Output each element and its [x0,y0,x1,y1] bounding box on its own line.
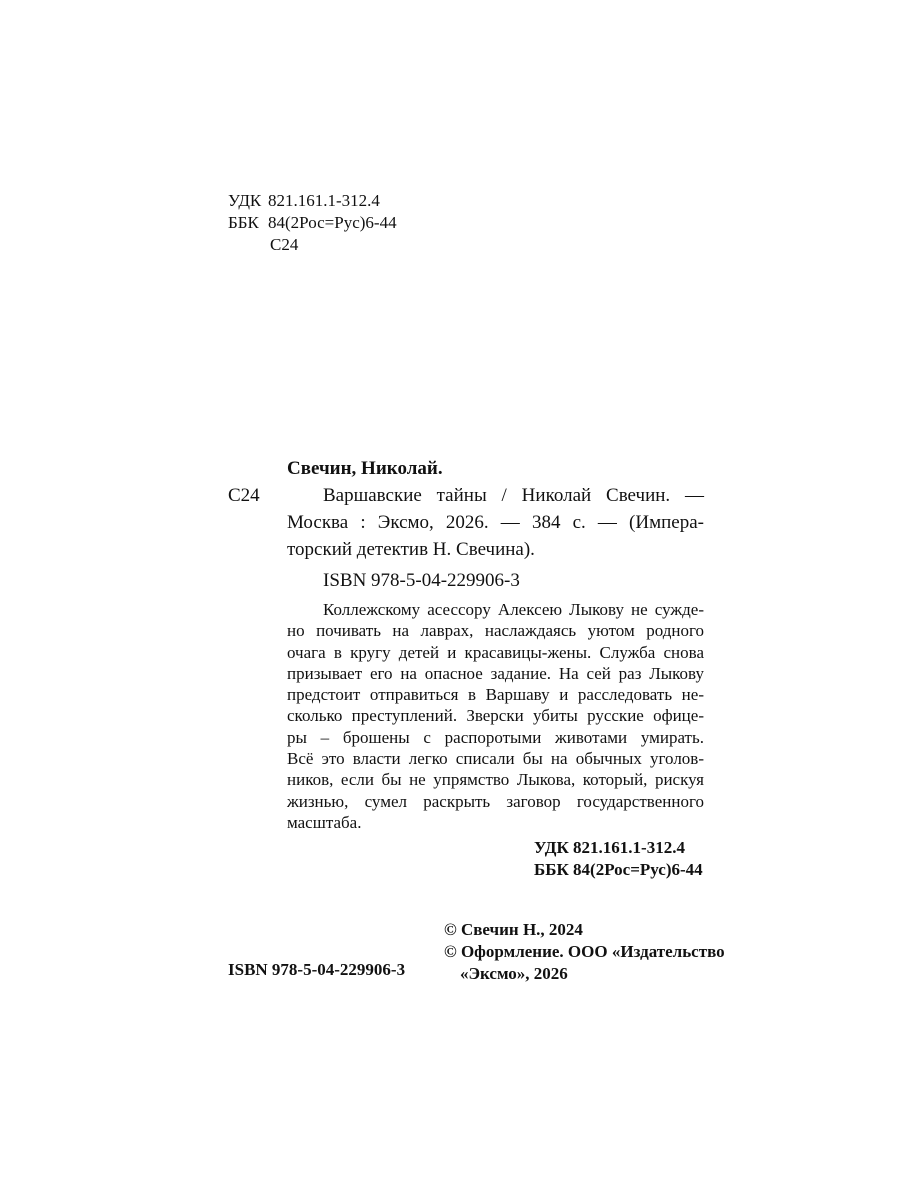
annotation-line: жизнью, сумел раскрыть заговор государственного [287,791,704,811]
annotation-line: Всё это власти легко списали бы на обычных уголов- [287,749,704,769]
bbk-label: ББК [228,213,259,232]
annotation-line: ры – брошены с распоротыми животами умирать. [287,727,704,747]
copyright-author: © Свечин Н., 2024 [444,920,583,939]
annotation [287,599,704,833]
bib-line: Москва : Эксмо, 2026. — 384 с. — (Импера- [287,512,704,533]
udk-code: 821.161.1-312.4 [268,191,380,210]
annotation-line: но почивать на лаврах, наслаждаясь уютом родного [287,621,704,641]
isbn-entry: ISBN 978-5-04-229906-3 [323,570,520,591]
annotation-line: сколько преступлений. Зверски убиты русские офице- [287,706,704,726]
udk-code-bold: УДК 821.161.1-312.4 [534,838,685,857]
author-heading: Свечин, Николай. [287,458,443,479]
bibliographic-description [287,482,704,563]
classification-codes [534,837,703,881]
bbk-code-bold: ББК 84(2Рос=Рус)6-44 [534,860,703,879]
top-classification [228,190,397,234]
udk-row [228,190,397,212]
bib-line: торский детектив Н. Свечина). [287,539,535,560]
author-mark-top: С24 [270,235,299,254]
copyright-design: © Оформление. ООО «Издательство [444,942,725,961]
annotation-line: очага в кругу детей и красавицы-жены. Служба снова [287,642,704,662]
annotation-line: ников, если бы не упрямство Лыкова, который, рискуя [287,770,704,790]
copyright-publisher: «Эксмо», 2026 [460,964,568,983]
annotation-line: призывает его на опасное задание. На сей раз Лыкову [287,663,704,683]
bbk-code: 84(2Рос=Рус)6-44 [268,213,397,232]
bib-line: Варшавские тайны / Николай Свечин. — [323,485,704,506]
udk-label: УДК [228,191,262,210]
annotation-line: предстоит отправиться в Варшаву и расследовать не- [287,685,704,705]
bbk-row [228,212,397,234]
author-mark-side: С24 [228,485,260,506]
annotation-line: масштаба. [287,812,362,832]
annotation-line: Коллежскому асессору Алексею Лыкову не сужде- [323,600,704,619]
copyright-block [444,919,725,985]
isbn-bottom: ISBN 978-5-04-229906-3 [228,960,406,979]
